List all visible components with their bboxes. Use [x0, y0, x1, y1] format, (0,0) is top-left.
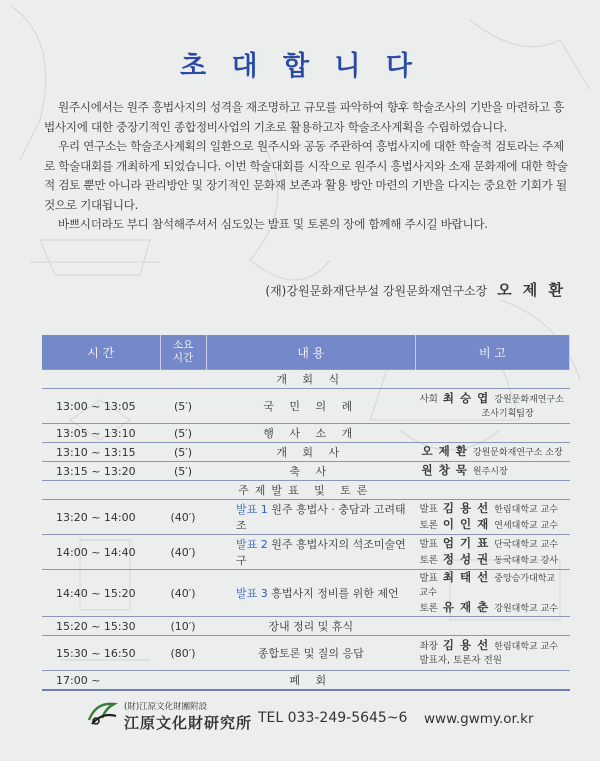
row-note: 오 제 환 강원문화재연구소 소장	[416, 443, 570, 462]
opening-label: 개 회 식	[206, 370, 416, 389]
row-content: 국 민 의 례	[206, 389, 416, 424]
header-content: 내 용	[206, 335, 416, 370]
schedule-table	[42, 335, 570, 691]
row-note: 좌장 김 용 선 한림대학교 교수 발표자, 토론자 전원	[416, 636, 570, 671]
row-duration: (5′)	[160, 389, 206, 424]
website-link[interactable]: www.gwmy.or.kr	[424, 711, 534, 727]
row-content: 종합토론 및 질의 응답	[206, 636, 416, 671]
row-time: 13:20 ~ 14:00	[42, 500, 160, 535]
table-row	[42, 462, 570, 481]
table-row	[42, 671, 570, 691]
row-content: 장내 정리 및 휴식	[206, 617, 416, 636]
row-time: 15:30 ~ 16:50	[42, 636, 160, 671]
table-row	[42, 443, 570, 462]
row-duration: (5′)	[160, 462, 206, 481]
table-row	[42, 617, 570, 636]
row-content: 개 회 사	[206, 443, 416, 462]
row-note: 발표 최 태 선 중앙승가대학교 교수 토론 유 재 춘 강원대학교 교수	[416, 570, 570, 617]
page-title: 초 대 합 니 다	[179, 51, 420, 82]
row-duration: (40′)	[160, 535, 206, 570]
row-duration: (40′)	[160, 570, 206, 617]
table-row	[42, 570, 570, 617]
row-content: 발표 2 원주 흥법사지의 석조미술연구	[206, 535, 416, 570]
signature-name: 오 제 환	[497, 281, 566, 299]
row-time: 14:00 ~ 14:40	[42, 535, 160, 570]
row-content: 발표 3 흥법사지 정비를 위한 제언	[206, 570, 416, 617]
table-row	[42, 535, 570, 570]
signature	[265, 279, 566, 300]
row-note: 발표 엄 기 표 단국대학교 교수 토론 정 성 권 동국대학교 강사	[416, 535, 570, 570]
row-duration: (80′)	[160, 636, 206, 671]
footer	[0, 690, 600, 740]
row-time: 17:00 ~	[42, 671, 160, 691]
row-duration: (5′)	[160, 424, 206, 443]
row-content: 폐 회	[206, 671, 416, 691]
table-row	[42, 500, 570, 535]
signature-org: (재)강원문화재단부설 강원문화재연구소장	[265, 284, 488, 298]
row-time: 13:00 ~ 13:05	[42, 389, 160, 424]
telephone: TEL 033-249-5645~6	[258, 710, 408, 726]
row-content: 축 사	[206, 462, 416, 481]
row-content: 행 사 소 개	[206, 424, 416, 443]
row-duration: (40′)	[160, 500, 206, 535]
row-duration: (5′)	[160, 443, 206, 462]
header-note: 비 고	[416, 335, 570, 370]
row-time: 13:15 ~ 13:20	[42, 462, 160, 481]
table-row	[42, 636, 570, 671]
table-row	[42, 424, 570, 443]
row-time: 13:05 ~ 13:10	[42, 424, 160, 443]
leaf-logo-icon	[86, 698, 120, 728]
row-note: 원 창 묵 원주시장	[416, 462, 570, 481]
table-row	[42, 481, 570, 500]
row-time: 15:20 ~ 15:30	[42, 617, 160, 636]
table-row	[42, 370, 570, 389]
row-time: 13:10 ~ 13:15	[42, 443, 160, 462]
row-duration: (10′)	[160, 617, 206, 636]
row-note: 발표 김 용 선 한림대학교 교수 토론 이 인 재 연세대학교 교수	[416, 500, 570, 535]
intro-paragraph: 우리 연구소는 학술조사계획의 일환으로 원주시와 공동 주관하여 흥법사지에 대한 학술적 검토라는 주제로 학술대회를 개최하게 되었습니다. 이번 학술대회를 시작으로 원주시 흥법사지와 소재 문화재에 대한 학술적 검토 뿐만 아니라 관리방안 및 장기적인 문화재 보존과 활용 방안 마련의 기반을 다지는 중요한 기회가 될 것으로 기대됩니다.	[44, 139, 568, 212]
section-title: 주제발표 및 토론	[42, 481, 570, 500]
header-time: 시 간	[42, 335, 160, 370]
row-note: 사회 최 승 엽 강원문화재연구소 조사기획팀장	[416, 389, 570, 424]
header-duration: 소요 시간	[160, 335, 206, 370]
row-content: 발표 1 원주 흥법사 · 충담과 고려태조	[206, 500, 416, 535]
intro-text	[44, 98, 574, 235]
intro-paragraph: 원주시에서는 원주 흥법사지의 성격을 재조명하고 규모를 파악하여 향후 학술조사의 기반을 마련하고 흥법사지에 대한 중장기적인 종합정비사업의 기초로 활용하고자 학술조사계획을 수립하였습니다.	[44, 100, 564, 134]
table-header-row	[42, 335, 570, 370]
row-time: 14:40 ~ 15:20	[42, 570, 160, 617]
table-row	[42, 389, 570, 424]
org-name: (財)江原文化財團附設 江原文化財研究所	[124, 702, 253, 732]
intro-paragraph: 바쁘시더라도 부디 참석해주셔서 심도있는 발표 및 토론의 장에 함께해 주시길 바랍니다.	[58, 217, 488, 231]
